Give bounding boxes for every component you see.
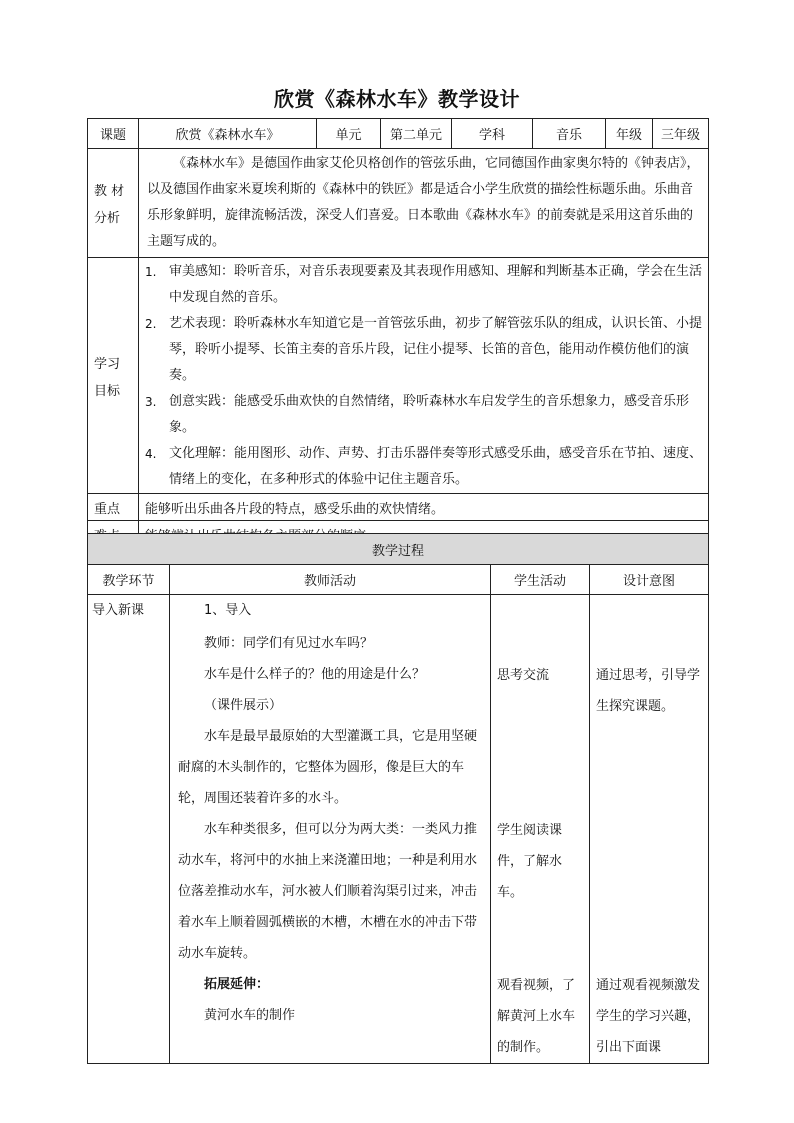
- grade-label: 年级: [606, 119, 653, 149]
- extension-item: 黄河水车的制作: [204, 1008, 296, 1023]
- key-point-label: 重点: [88, 494, 139, 521]
- analysis-label: [88, 149, 139, 258]
- topic-label: 课题: [88, 119, 139, 149]
- analysis-label-line2: 分析: [94, 211, 121, 226]
- design-intent-cell: [590, 595, 709, 1064]
- key-point-text: 能够听出乐曲各片段的特点，感受乐曲的欢快情绪。: [139, 494, 709, 521]
- waterwheel-intro: 水车是最早最原始的大型灌溉工具，它是用坚硬耐腐的木头制作的，它整体为圆形，像是巨大的车轮，周围还装着许多的水斗。: [178, 729, 478, 806]
- analysis-text: 《森林水车》是德国作曲家艾伦贝格创作的管弦乐曲，它同德国作曲家奥尔特的《钟表店》，以及德国作曲家米夏埃利斯的《森林中的铁匠》都是适合小学生欣赏的描绘性标题乐曲。乐曲音乐形象鲜明，旋律流畅活泼，深受人们喜爱。日本歌曲《森林水车》的前奏就是采用这首乐曲的主题写成的。: [147, 156, 700, 249]
- goal-text: 艺术表现：聆听森林水车知道它是一首管弦乐曲，初步了解管弦乐队的组成，认识长笛、小提琴，聆听小提琴、长笛主奏的音乐片段，记住小提琴、长笛的音色，能用动作模仿他们的演奏。: [169, 316, 703, 383]
- unit-label: 单元: [317, 119, 381, 149]
- student-activity-2: 学生阅读课件，了解水车。: [497, 823, 563, 900]
- goal-number: 4.: [145, 447, 157, 461]
- topic-value: 欣赏《森林水车》: [139, 119, 317, 149]
- col-stage-header: 教学环节: [88, 565, 170, 595]
- col-student-header: 学生活动: [491, 565, 590, 595]
- goals-cell: [139, 258, 709, 494]
- student-activity-1: 思考交流: [497, 668, 550, 683]
- goals-label-line1: 学习: [94, 356, 121, 372]
- stage-cell: [88, 595, 170, 1064]
- unit-value: 第二单元: [381, 119, 452, 149]
- student-activity-cell: [491, 595, 590, 1064]
- teacher-question-2: 水车是什么样子的？他的用途是什么？: [204, 667, 426, 682]
- design-intent-1: 通过思考，引导学生探究课题。: [596, 668, 701, 714]
- goal-text: 文化理解：能用图形、动作、声势、打击乐器伴奏等形式感受乐曲，感受音乐在节拍、速度、情绪上的变化，在多种形式的体验中记住主题音乐。: [169, 446, 703, 487]
- goal-number: 3.: [145, 395, 157, 409]
- grade-value: 三年级: [653, 119, 709, 149]
- goal-item: [139, 259, 708, 311]
- courseware-note: （课件展示）: [204, 698, 283, 713]
- teaching-process-table: [87, 533, 709, 1064]
- goals-label: [88, 258, 139, 494]
- goal-number: 1.: [145, 265, 157, 279]
- process-title: 教学过程: [88, 534, 709, 565]
- document-title: 欣赏《森林水车》教学设计: [274, 87, 520, 111]
- goals-label-line2: 目标: [94, 383, 121, 399]
- extension-heading: 拓展延伸：: [204, 977, 270, 992]
- waterwheel-types: 水车种类很多，但可以分为两大类：一类风力推动水车，将河中的水抽上来浇灌田地；一种是利用水位落差推动水车，河水被人们顺着沟渠引过来，冲击着水车上顺着圆弧横嵌的木槽，木槽在水的冲击下带动水车旋转。: [178, 822, 478, 961]
- goal-text: 审美感知：聆听音乐，对音乐表现要素及其表现作用感知、理解和判断基本正确，学会在生活中发现自然的音乐。: [169, 264, 703, 305]
- analysis-label-line1: 教 材: [94, 184, 125, 199]
- subject-value: 音乐: [533, 119, 606, 149]
- teacher-activity-cell: [170, 595, 491, 1064]
- col-intent-header: 设计意图: [590, 565, 709, 595]
- stage-name: 导入新课: [92, 603, 145, 618]
- student-activity-3: 观看视频，了解黄河上水车的制作。: [497, 978, 576, 1055]
- analysis-cell: [139, 149, 709, 258]
- goal-item: [139, 441, 708, 493]
- goal-number: 2.: [145, 317, 157, 331]
- teacher-heading: 1、导入: [204, 603, 252, 618]
- goal-text: 创意实践：能感受乐曲欢快的自然情绪，聆听森林水车启发学生的音乐想象力，感受音乐形象。: [169, 394, 690, 435]
- goals-list: [139, 259, 708, 493]
- col-teacher-header: 教师活动: [170, 565, 491, 595]
- subject-label: 学科: [452, 119, 533, 149]
- design-intent-2: 通过观看视频激发学生的学习兴趣，引出下面课: [596, 978, 701, 1055]
- lesson-info-table: [87, 118, 709, 548]
- goal-item: [139, 311, 708, 389]
- teacher-question-1: 教师：同学们有见过水车吗？: [204, 636, 374, 651]
- goal-item: [139, 389, 708, 441]
